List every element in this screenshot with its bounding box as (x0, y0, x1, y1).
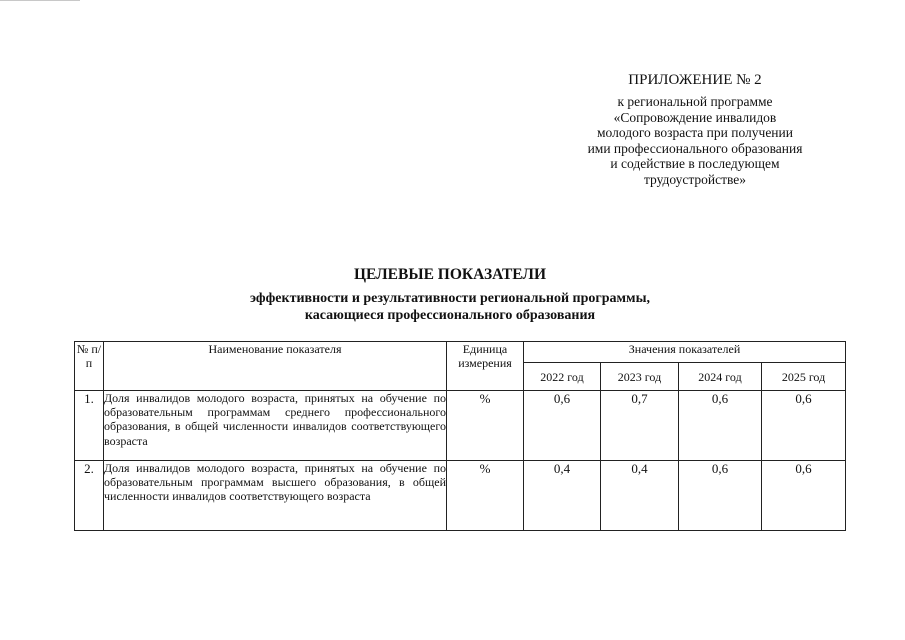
header-num (75, 342, 104, 391)
header-year: 2024 год (679, 363, 762, 391)
subtitle-line: эффективности и результативности региональной программы, (249, 291, 651, 306)
annex-line: молодого возраста при получении (596, 125, 793, 141)
row-name: Доля инвалидов молодого возраста, принятых на обучение по образовательным программам среднего профессионального образования, в общей численности инвалидов соответствующего возраста (104, 391, 447, 461)
header-num-label: № п/п (76, 342, 102, 370)
document-title: ЦЕЛЕВЫЕ ПОКАЗАТЕЛИ (353, 266, 547, 283)
annex-line: и содействие в последующем (610, 156, 780, 172)
annex-line: «Сопровождение инвалидов (613, 109, 777, 125)
row-name: Доля инвалидов молодого возраста, принятых на обучение по образовательным программам высшего образования, в общей численности инвалидов соответствующего возраста (104, 461, 447, 531)
indicators-table (74, 341, 846, 531)
row-num: 2. (75, 461, 104, 531)
annex-line: ими профессионального образования (587, 140, 803, 156)
row-value-2022: 0,4 (524, 461, 601, 531)
header-year: 2022 год (524, 363, 601, 391)
row-unit: % (447, 461, 524, 531)
row-num: 1. (75, 391, 104, 461)
row-value-2025: 0,6 (762, 461, 846, 531)
table-row (75, 461, 846, 531)
header-values: Значения показателей (524, 342, 846, 363)
subtitle-line: касающиеся профессионального образования (304, 308, 596, 323)
table-header-row (75, 342, 846, 363)
annex-header (560, 71, 830, 188)
header-year: 2023 год (601, 363, 679, 391)
table-row (75, 391, 846, 461)
annex-line: к региональной программе (617, 94, 773, 109)
header-year: 2025 год (762, 363, 846, 391)
row-value-2022: 0,6 (524, 391, 601, 461)
row-value-2023: 0,7 (601, 391, 679, 461)
row-value-2023: 0,4 (601, 461, 679, 531)
annex-title: ПРИЛОЖЕНИЕ № 2 (628, 72, 762, 88)
row-value-2025: 0,6 (762, 391, 846, 461)
row-value-2024: 0,6 (679, 461, 762, 531)
row-value-2024: 0,6 (679, 391, 762, 461)
header-name: Наименование показателя (104, 342, 447, 391)
row-unit: % (447, 391, 524, 461)
document-subtitle (60, 290, 840, 324)
scan-edge-line (0, 0, 80, 1)
header-unit: Единица измерения (447, 342, 524, 391)
annex-line: трудоустройстве» (643, 171, 747, 187)
